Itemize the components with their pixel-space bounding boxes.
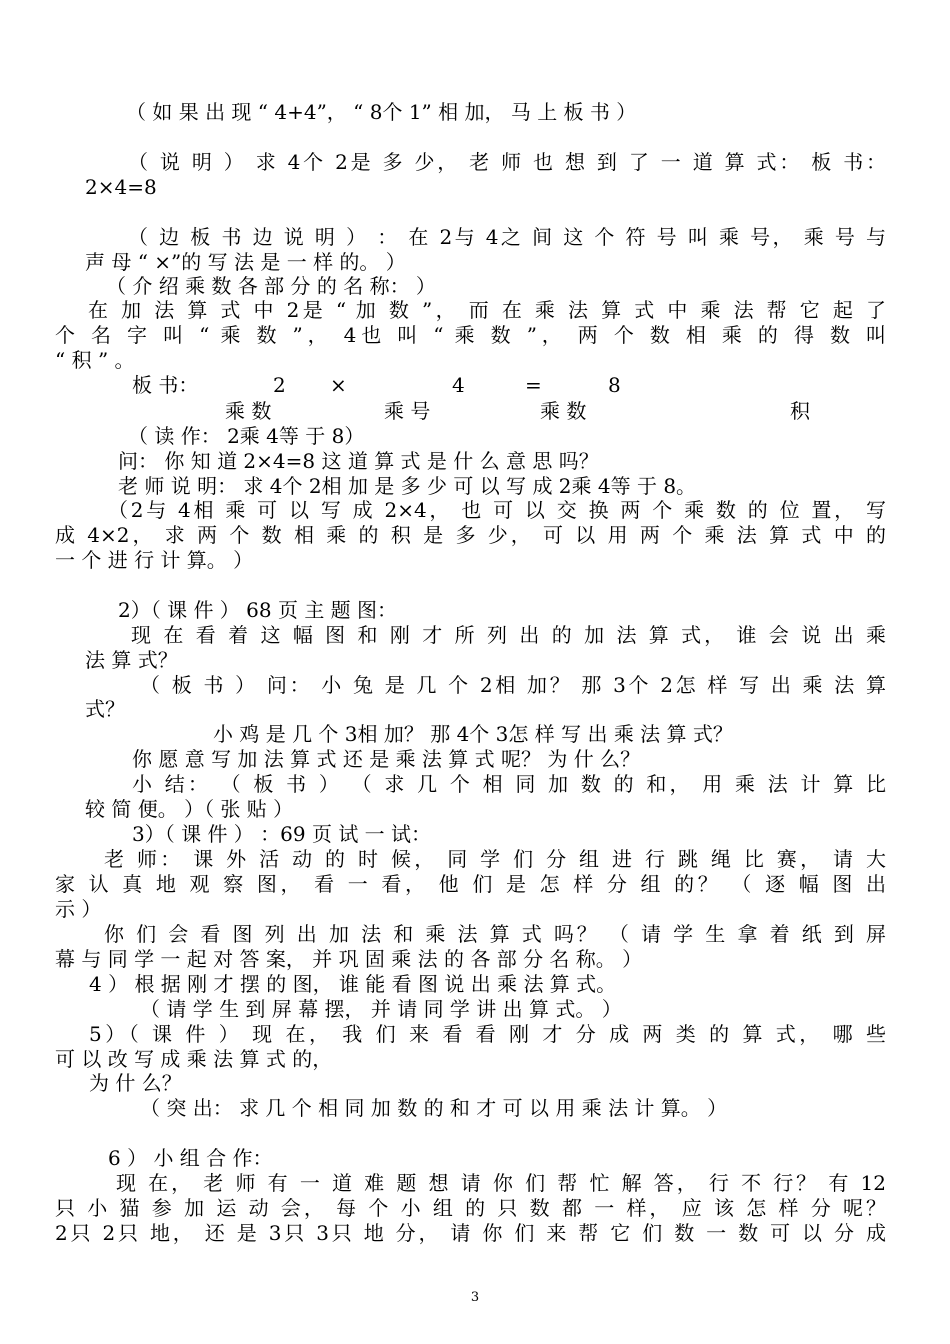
board-name-multiplicand: 乘 数 (225, 399, 272, 423)
text-line-6: （ 介 绍 乘 数 各 部 分 的 名 称： ） (106, 274, 436, 298)
text-line-4: （ 边 板 书 边 说 明 ） ： 在 2与 4之 间 这 个 符 号 叫 乘 号， 乘 号 与 (128, 225, 886, 249)
text-line-23: 小 结： （ 板 书 ） （ 求 几 个 相 同 加 数 的 和， 用 乘 法 计 算 比 (132, 772, 886, 796)
text-line-18: 法 算 式？ (85, 648, 178, 672)
text-line-28: 示 ） (55, 897, 102, 921)
text-line-36: （ 突 出： 求 几 个 相 同 加 数 的 和 才 可 以 用 乘 法 计 算。 ） (140, 1096, 728, 1120)
text-line-2: （ 说 明 ） 求 4个 2是 多 少， 老 师 也 想 到 了 一 道 算 式： 板 书： (128, 150, 886, 174)
text-line-19: （ 板 书 ） 问： 小 兔 是 几 个 2相 加？ 那 3个 2怎 样 写 出 乘 法 算 (140, 673, 886, 697)
text-line-35: 为 什 么？ (89, 1071, 182, 1095)
text-line-27: 家 认 真 地 观 察 图， 看 一 看， 他 们 是 怎 样 分 组 的？ （ 逐 幅 图 出 (55, 872, 886, 896)
board-result: 8 (608, 373, 621, 397)
text-line-5: 声 母 “ ×”的 写 法 是 一 样 的。 ） (85, 250, 406, 274)
board-label: 板 书： (132, 373, 199, 397)
text-line-39: 只 小 猫 参 加 运 动 会， 每 个 小 组 的 只 数 都 一 样， 应 该 怎 样 分 呢？ (55, 1196, 886, 1220)
text-line-7: 在 加 法 算 式 中 2是 “ 加 数 ”， 而 在 乘 法 算 式 中 乘 法 帮 它 起 了 (88, 298, 886, 322)
board-number-2: 4 (452, 373, 465, 397)
board-number-1: 2 (273, 373, 286, 397)
text-line-22: 你 愿 意 写 加 法 算 式 还 是 乘 法 算 式 呢？ 为 什 么？ (132, 747, 641, 771)
page-number: 3 (470, 1290, 480, 1305)
board-name-multiplier: 乘 数 (540, 399, 587, 423)
board-name-times-sign: 乘 号 (384, 399, 431, 423)
board-name-product: 积 (790, 399, 810, 423)
board-equals-sign: = (525, 373, 542, 397)
text-line-16: 2）（ 课 件 ） 68 页 主 题 图： (118, 598, 398, 622)
text-line-20: 式？ (85, 697, 125, 721)
text-line-26: 老 师： 课 外 活 动 的 时 候， 同 学 们 分 组 进 行 跳 绳 比 赛， 请 大 (104, 847, 886, 871)
text-line-30: 幕 与 同 学 一 起 对 答 案， 并 巩 固 乘 法 的 各 部 分 名 称。 ） (55, 947, 643, 971)
text-line-25: 3）（ 课 件 ） ：69 页 试 一 试： (132, 822, 432, 846)
text-line-33: 5）（ 课 件 ） 现 在， 我 们 来 看 看 刚 才 分 成 两 类 的 算 式， 哪 些 (89, 1022, 886, 1046)
text-line-21: 小 鸡 是 几 个 3相 加？ 那 4个 3怎 样 写 出 乘 法 算 式？ (213, 722, 733, 746)
text-line-34: 可 以 改 写 成 乘 法 算 式 的， (55, 1047, 333, 1071)
text-line-31: 4 ） 根 据 刚 才 摆 的 图， 谁 能 看 图 说 出 乘 法 算 式。 (89, 972, 617, 996)
text-line-24: 较 简 便。 ）（ 张 贴 ） (85, 797, 294, 821)
text-line-17: 现 在 看 着 这 幅 图 和 刚 才 所 列 出 的 加 法 算 式， 谁 会 说 出 乘 (131, 623, 886, 647)
text-line-15: 一 个 进 行 计 算。 ） (55, 548, 254, 572)
text-line-40: 2只 2只 地， 还 是 3只 3只 地 分， 请 你 们 来 帮 它 们 数 一 数 可 以 分 成 (55, 1221, 886, 1245)
text-line-38: 现 在， 老 师 有 一 道 难 题 想 请 你 们 帮 忙 解 答， 行 不 行？ 有 12 (116, 1171, 886, 1195)
board-times-sign: × (330, 373, 347, 397)
text-line-8: 个 名 字 叫 “ 乘 数 ”， 4也 叫 “ 乘 数 ”， 两 个 数 相 乘 的 得 数 叫 (55, 323, 886, 347)
text-line-14: 成 4×2， 求 两 个 数 相 乘 的 积 是 多 少， 可 以 用 两 个 乘 法 算 式 中 的 (55, 523, 886, 547)
text-line-29: 你 们 会 看 图 列 出 加 法 和 乘 法 算 式 吗？ （ 请 学 生 拿 着 纸 到 屏 (104, 922, 886, 946)
text-line-11: 问： 你 知 道 2×4=8 这 道 算 式 是 什 么 意 思 吗？ (118, 449, 599, 473)
text-line-3: 2×4=8 (85, 175, 157, 199)
text-line-10: （ 读 作： 2乘 4等 于 8） (128, 424, 365, 448)
text-line-13: （2与 4相 乘 可 以 写 成 2×4， 也 可 以 交 换 两 个 乘 数 的 位 置， 写 (108, 498, 886, 522)
text-line-37: 6 ） 小 组 合 作： (108, 1146, 273, 1170)
text-line-12: 老 师 说 明： 求 4个 2相 加 是 多 少 可 以 写 成 2乘 4等 于 8。 (118, 474, 697, 498)
text-line-1: （ 如 果 出 现 “ 4+4”， “ 8个 1” 相 加， 马 上 板 书 ） (126, 100, 637, 124)
text-line-9: “ 积 ” 。 (55, 348, 135, 372)
text-line-32: （ 请 学 生 到 屏 幕 摆， 并 请 同 学 讲 出 算 式。 ） (140, 997, 622, 1021)
